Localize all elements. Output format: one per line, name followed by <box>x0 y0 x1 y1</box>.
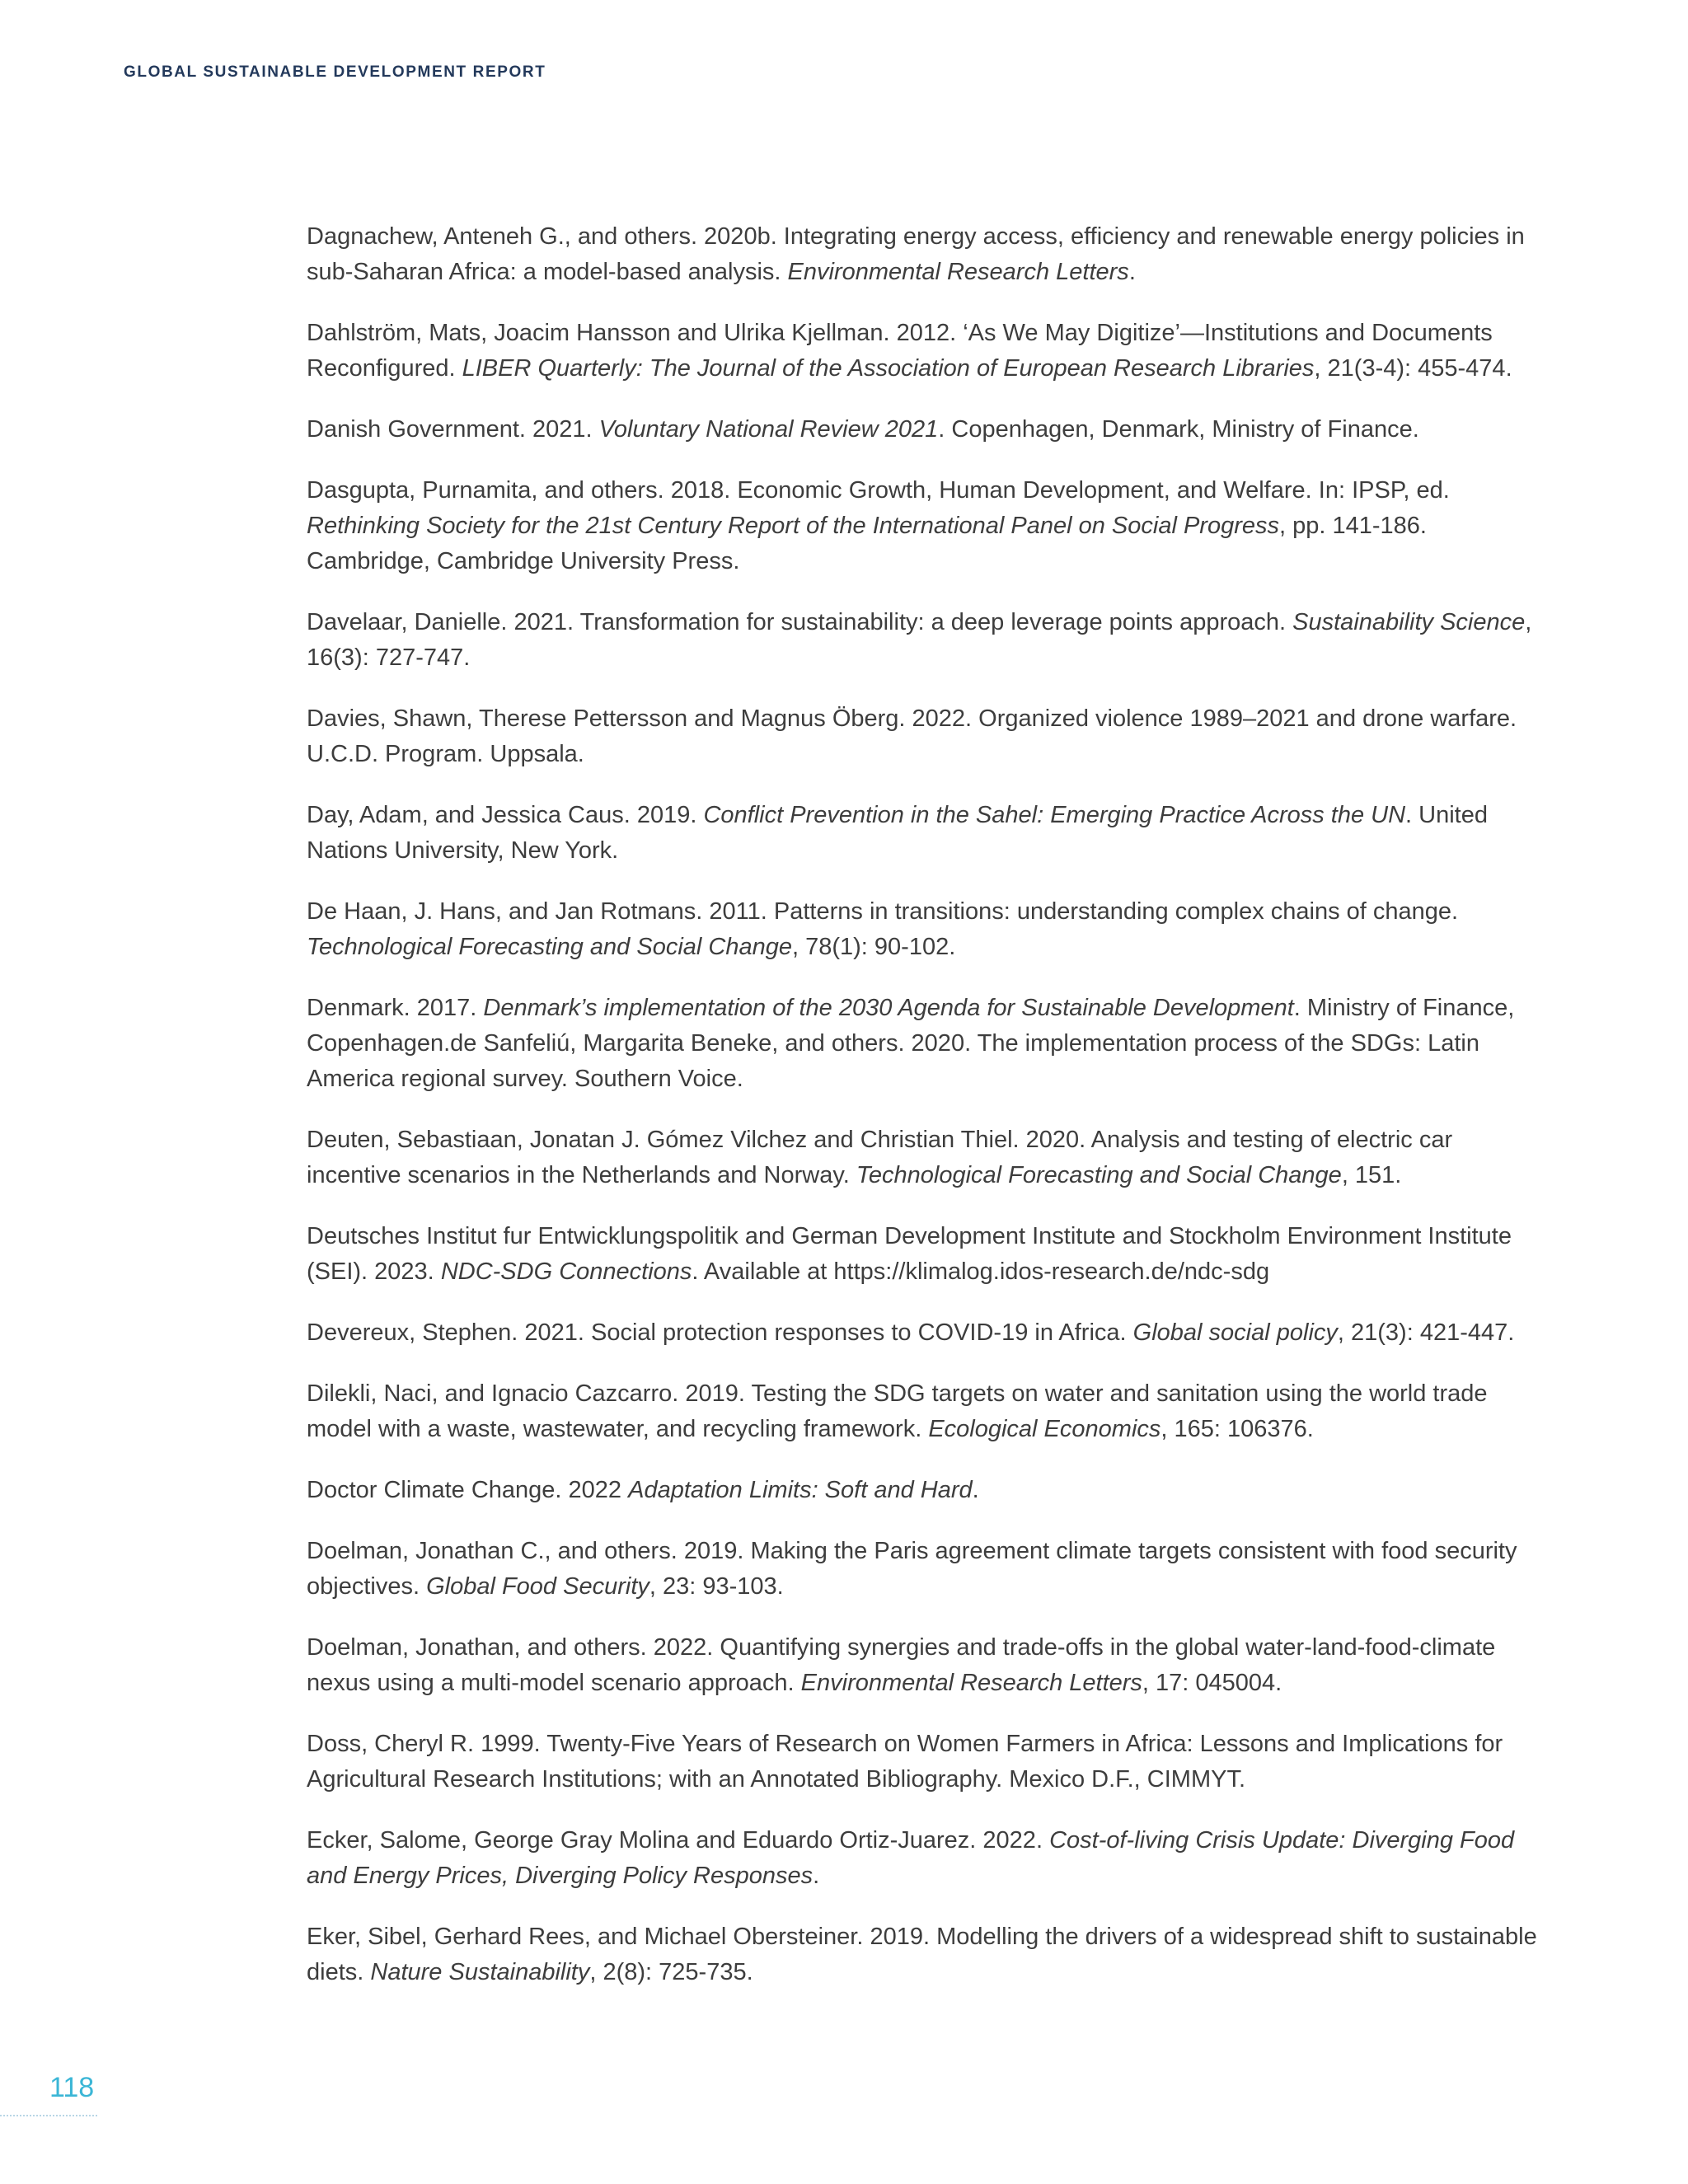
ref-text: Day, Adam, and Jessica Caus. 2019. <box>307 802 704 828</box>
ref-text: Dilekli, Naci, and Ignacio Cazcarro. 2019. Testing the SDG targets on water and sanitation using the world trade model with a waste, wastewater, and recycling framework. <box>307 1380 1488 1442</box>
reference-list <box>307 219 1543 2016</box>
reference-entry <box>307 1219 1543 1290</box>
reference-entry <box>307 316 1543 387</box>
ref-tail: , 78(1): 90-102. <box>791 934 956 960</box>
ref-source-title: Global social policy <box>1132 1319 1338 1346</box>
ref-tail: , 2(8): 725-735. <box>589 1959 753 1985</box>
ref-source-title: Global Food Security <box>426 1573 649 1600</box>
ref-source-title: Sustainability Science <box>1292 609 1526 635</box>
reference-entry <box>307 1376 1543 1447</box>
reference-entry <box>307 605 1543 676</box>
ref-tail: . <box>1128 259 1136 285</box>
page-number: 118 <box>49 2072 95 2103</box>
ref-source-title: NDC-SDG Connections <box>440 1258 692 1285</box>
reference-entry <box>307 1919 1543 1990</box>
reference-entry <box>307 798 1543 869</box>
ref-source-title: Nature Sustainability <box>370 1959 590 1985</box>
ref-text: Dasgupta, Purnamita, and others. 2018. Economic Growth, Human Development, and Welfare. In: IPSP, ed. <box>307 477 1450 504</box>
ref-source-title: Conflict Prevention in the Sahel: Emerging Practice Across the UN <box>703 802 1406 828</box>
reference-entry <box>307 991 1543 1097</box>
ref-text: Doctor Climate Change. 2022 <box>307 1477 629 1503</box>
ref-tail: , 21(3-4): 455-474. <box>1314 355 1512 382</box>
ref-source-title: Cost-of-living Crisis Update: Diverging Food and Energy Prices, Diverging Policy Responses <box>307 1827 1515 1889</box>
running-header: GLOBAL SUSTAINABLE DEVELOPMENT REPORT <box>124 63 546 81</box>
ref-text: Doelman, Jonathan C., and others. 2019. Making the Paris agreement climate targets consistent with food security objectives. <box>307 1538 1517 1600</box>
reference-entry <box>307 1727 1543 1797</box>
ref-tail: . Available at https://klimalog.idos-research.de/ndc-sdg <box>692 1258 1270 1285</box>
ref-source-title: Denmark’s implementation of the 2030 Agenda for Sustainable Development <box>483 995 1294 1021</box>
ref-tail: , 151. <box>1341 1162 1402 1188</box>
reference-entry <box>307 1315 1543 1351</box>
ref-text: De Haan, J. Hans, and Jan Rotmans. 2011. Patterns in transitions: understanding complex chains of change. <box>307 898 1459 925</box>
ref-text: Danish Government. 2021. <box>307 416 599 443</box>
ref-text: Dagnachew, Anteneh G., and others. 2020b. Integrating energy access, efficiency and renewable energy policies in sub-Saharan Africa: a model-based analysis. <box>307 223 1525 285</box>
ref-text: Doss, Cheryl R. 1999. Twenty-Five Years of Research on Women Farmers in Africa: Lessons and Implications for Agricultural Research Institutions; with an Annotated Bibliography. Mexico D.F., CIMMYT. <box>307 1731 1503 1793</box>
reference-entry <box>307 1473 1543 1508</box>
ref-source-title: Voluntary National Review 2021 <box>598 416 939 443</box>
page-number-rule <box>0 2115 97 2116</box>
ref-tail: , pp. 141-186. Cambridge, Cambridge University Press. <box>307 513 1427 574</box>
ref-source-title: Environmental Research Letters <box>787 259 1129 285</box>
ref-source-title: Technological Forecasting and Social Change <box>307 934 792 960</box>
ref-source-title: LIBER Quarterly: The Journal of the Association of European Research Libraries <box>462 355 1315 382</box>
reference-entry <box>307 1534 1543 1605</box>
ref-text: Davies, Shawn, Therese Pettersson and Magnus Öberg. 2022. Organized violence 1989–2021 and drone warfare. U.C.D. Program. Uppsala. <box>307 705 1517 767</box>
ref-source-title: Ecological Economics <box>928 1416 1161 1442</box>
ref-text: Devereux, Stephen. 2021. Social protection responses to COVID-19 in Africa. <box>307 1319 1133 1346</box>
ref-text: Davelaar, Danielle. 2021. Transformation for sustainability: a deep leverage points approach. <box>307 609 1293 635</box>
reference-entry <box>307 1122 1543 1193</box>
ref-text: Eker, Sibel, Gerhard Rees, and Michael Obersteiner. 2019. Modelling the drivers of a widespread shift to sustainable diets. <box>307 1924 1537 1985</box>
reference-entry <box>307 1630 1543 1701</box>
ref-text: Dahlström, Mats, Joacim Hansson and Ulrika Kjellman. 2012. ‘As We May Digitize’—Institutions and Documents Reconfigured. <box>307 320 1493 382</box>
ref-tail: . Copenhagen, Denmark, Ministry of Finance. <box>938 416 1419 443</box>
ref-tail: , 16(3): 727-747. <box>307 609 1532 671</box>
reference-entry <box>307 1823 1543 1894</box>
ref-tail: . <box>813 1863 820 1889</box>
reference-entry <box>307 701 1543 772</box>
ref-tail: . Ministry of Finance, Copenhagen.de Sanfeliú, Margarita Beneke, and others. 2020. The implementation process of the SDGs: Latin America regional survey. Southern Voice. <box>307 995 1515 1092</box>
ref-text: Deutsches Institut fur Entwicklungspolitik and German Development Institute and Stockholm Environment Institute (SEI). 2023. <box>307 1223 1512 1285</box>
ref-source-title: Environmental Research Letters <box>800 1670 1142 1696</box>
ref-tail: . United Nations University, New York. <box>307 802 1488 864</box>
ref-text: Ecker, Salome, George Gray Molina and Eduardo Ortiz-Juarez. 2022. <box>307 1827 1050 1854</box>
ref-source-title: Adaptation Limits: Soft and Hard <box>628 1477 973 1503</box>
ref-text: Denmark. 2017. <box>307 995 484 1021</box>
reference-entry <box>307 473 1543 579</box>
ref-tail: , 165: 106376. <box>1160 1416 1314 1442</box>
ref-tail: , 17: 045004. <box>1142 1670 1282 1696</box>
ref-tail: , 21(3): 421-447. <box>1337 1319 1515 1346</box>
ref-source-title: Technological Forecasting and Social Change <box>856 1162 1342 1188</box>
reference-entry <box>307 412 1543 448</box>
ref-tail: , 23: 93-103. <box>649 1573 784 1600</box>
reference-entry <box>307 219 1543 290</box>
ref-text: Deuten, Sebastiaan, Jonatan J. Gómez Vilchez and Christian Thiel. 2020. Analysis and testing of electric car incentive scenarios in the Netherlands and Norway. <box>307 1127 1453 1188</box>
reference-entry <box>307 894 1543 965</box>
ref-source-title: Rethinking Society for the 21st Century Report of the International Panel on Social Progress <box>307 513 1279 539</box>
ref-text: Doelman, Jonathan, and others. 2022. Quantifying synergies and trade-offs in the global water-land-food-climate nexus using a multi-model scenario approach. <box>307 1634 1496 1696</box>
ref-tail: . <box>972 1477 979 1503</box>
